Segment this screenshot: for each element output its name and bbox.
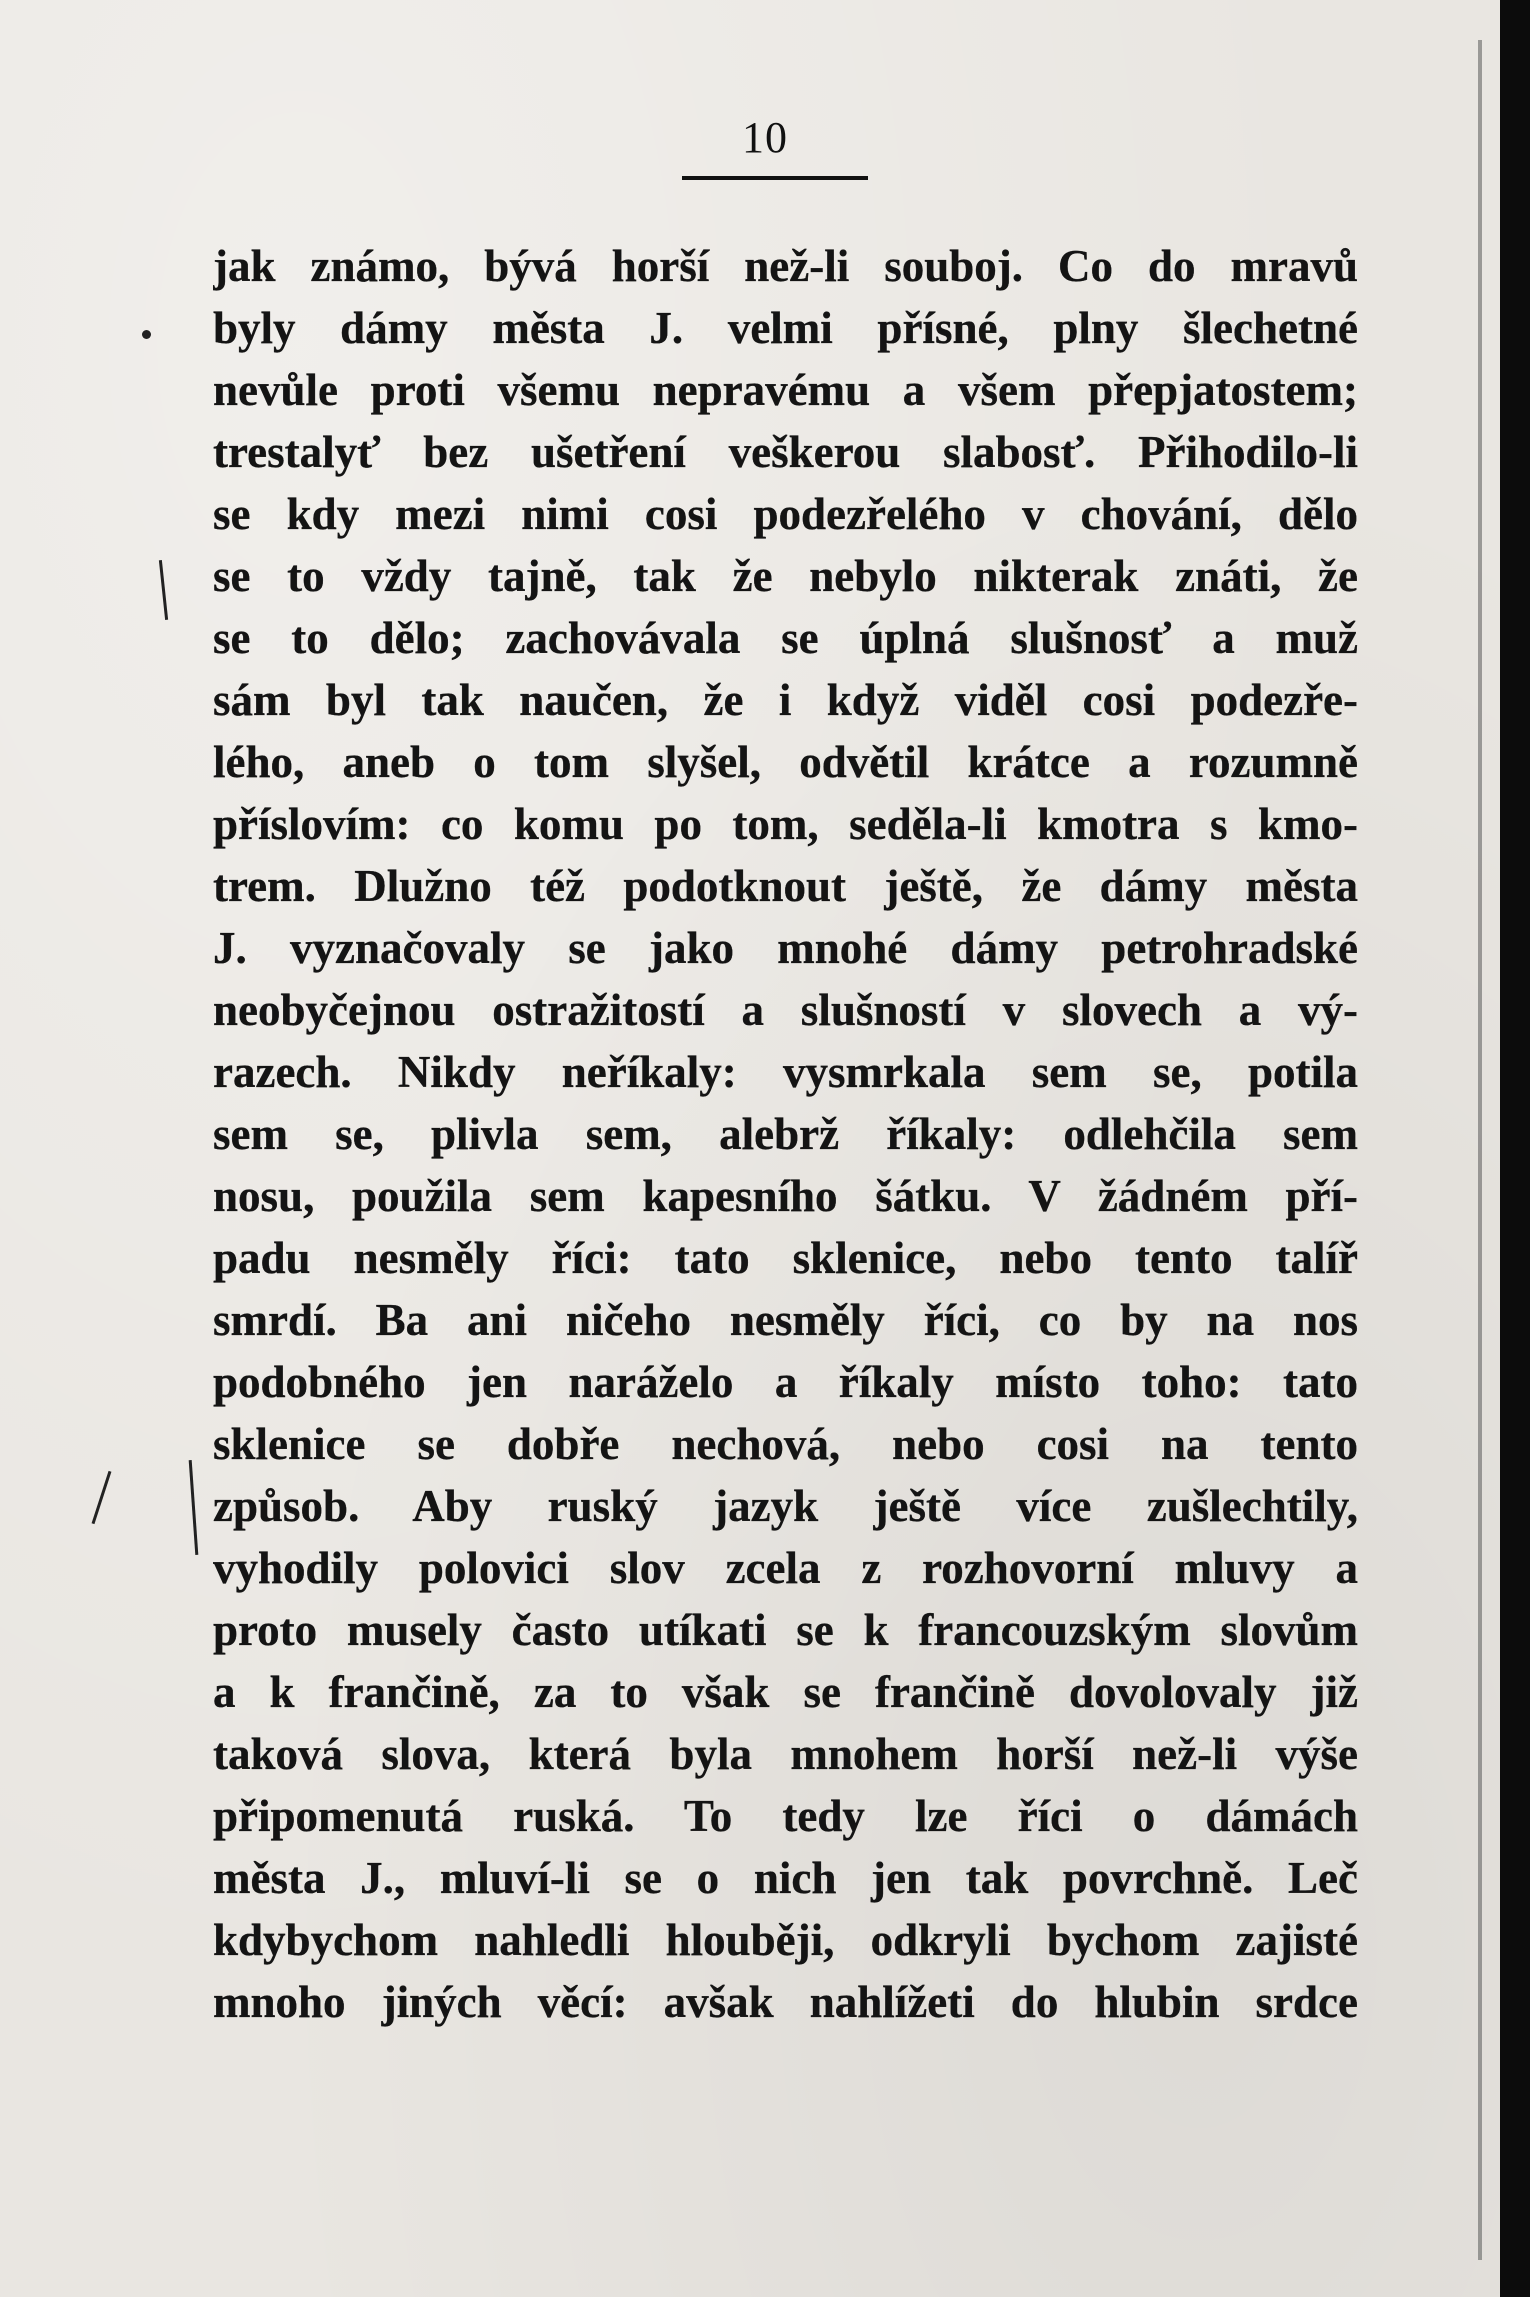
text-line: padu nesměly říci: tato sklenice, nebo tento talíř [213,1233,1358,1283]
text-line: příslovím: co komu po tom, seděla-li kmotra s kmo- [213,799,1358,849]
text-line: taková slova, která byla mnohem horší než-li výše [213,1729,1358,1779]
text-line: jak známo, bývá horší než-li souboj. Co do mravů [213,241,1358,291]
text-line: a k frančině, za to však se frančině dovolovaly již [213,1667,1358,1717]
text-line: J. vyznačovaly se jako mnohé dámy petrohradské [213,923,1358,973]
text-line: města J., mluví-li se o nich jen tak povrchně. Leč [213,1853,1358,1903]
text-line: nevůle proti všemu nepravému a všem přepjatostem; [213,365,1358,415]
text-line: sem se, plivla sem, alebrž říkaly: odlehčila sem [213,1109,1358,1159]
text-line: trem. Dlužno též podotknout ještě, že dámy města [213,861,1358,911]
text-line: sám byl tak naučen, že i když viděl cosi podezře- [213,675,1358,725]
text-line: trestalyť bez ušetření veškerou slabosť. Přihodilo-li [213,427,1358,477]
text-line: nosu, použila sem kapesního šátku. V žádném pří- [213,1171,1358,1221]
text-line: se to vždy tajně, tak že nebylo nikterak znáti, že [213,551,1358,601]
text-line: se to dělo; zachovávala se úplná slušnosť a muž [213,613,1358,663]
text-line: kdybychom nahledli hlouběji, odkryli bychom zajisté [213,1915,1358,1965]
text-line: způsob. Aby ruský jazyk ještě více zušlechtily, [213,1481,1358,1531]
text-line: sklenice se dobře nechová, nebo cosi na tento [213,1419,1358,1469]
text-line: neobyčejnou ostražitostí a slušností v slovech a vý- [213,985,1358,1035]
text-line: mnoho jiných věcí: avšak nahlížeti do hlubin srdce [213,1977,1358,2027]
margin-mark [189,1460,199,1555]
text-line: vyhodily polovici slov zcela z rozhovorní mluvy a [213,1543,1358,1593]
margin-mark [142,330,151,339]
text-line: lého, aneb o tom slyšel, odvětil krátce a rozumně [213,737,1358,787]
text-line: proto musely často utíkati se k francouzským slovům [213,1605,1358,1655]
page-number-rule [682,176,868,180]
body-text [213,235,1358,2033]
text-line: razech. Nikdy neříkaly: vysmrkala sem se, potila [213,1047,1358,1097]
text-line: smrdí. Ba ani ničeho nesměly říci, co by na nos [213,1295,1358,1345]
text-line: se kdy mezi nimi cosi podezřelého v chování, dělo [213,489,1358,539]
page-edge-shadow [1478,40,1482,2260]
margin-mark [92,1471,112,1524]
page-number: 10 [742,113,788,162]
text-line: byly dámy města J. velmi přísné, plny šlechetné [213,303,1358,353]
margin-mark [159,560,168,620]
text-line: podobného jen naráželo a říkaly místo toho: tato [213,1357,1358,1407]
text-line: připomenutá ruská. To tedy lze říci o dámách [213,1791,1358,1841]
scan-border [1500,0,1530,2297]
